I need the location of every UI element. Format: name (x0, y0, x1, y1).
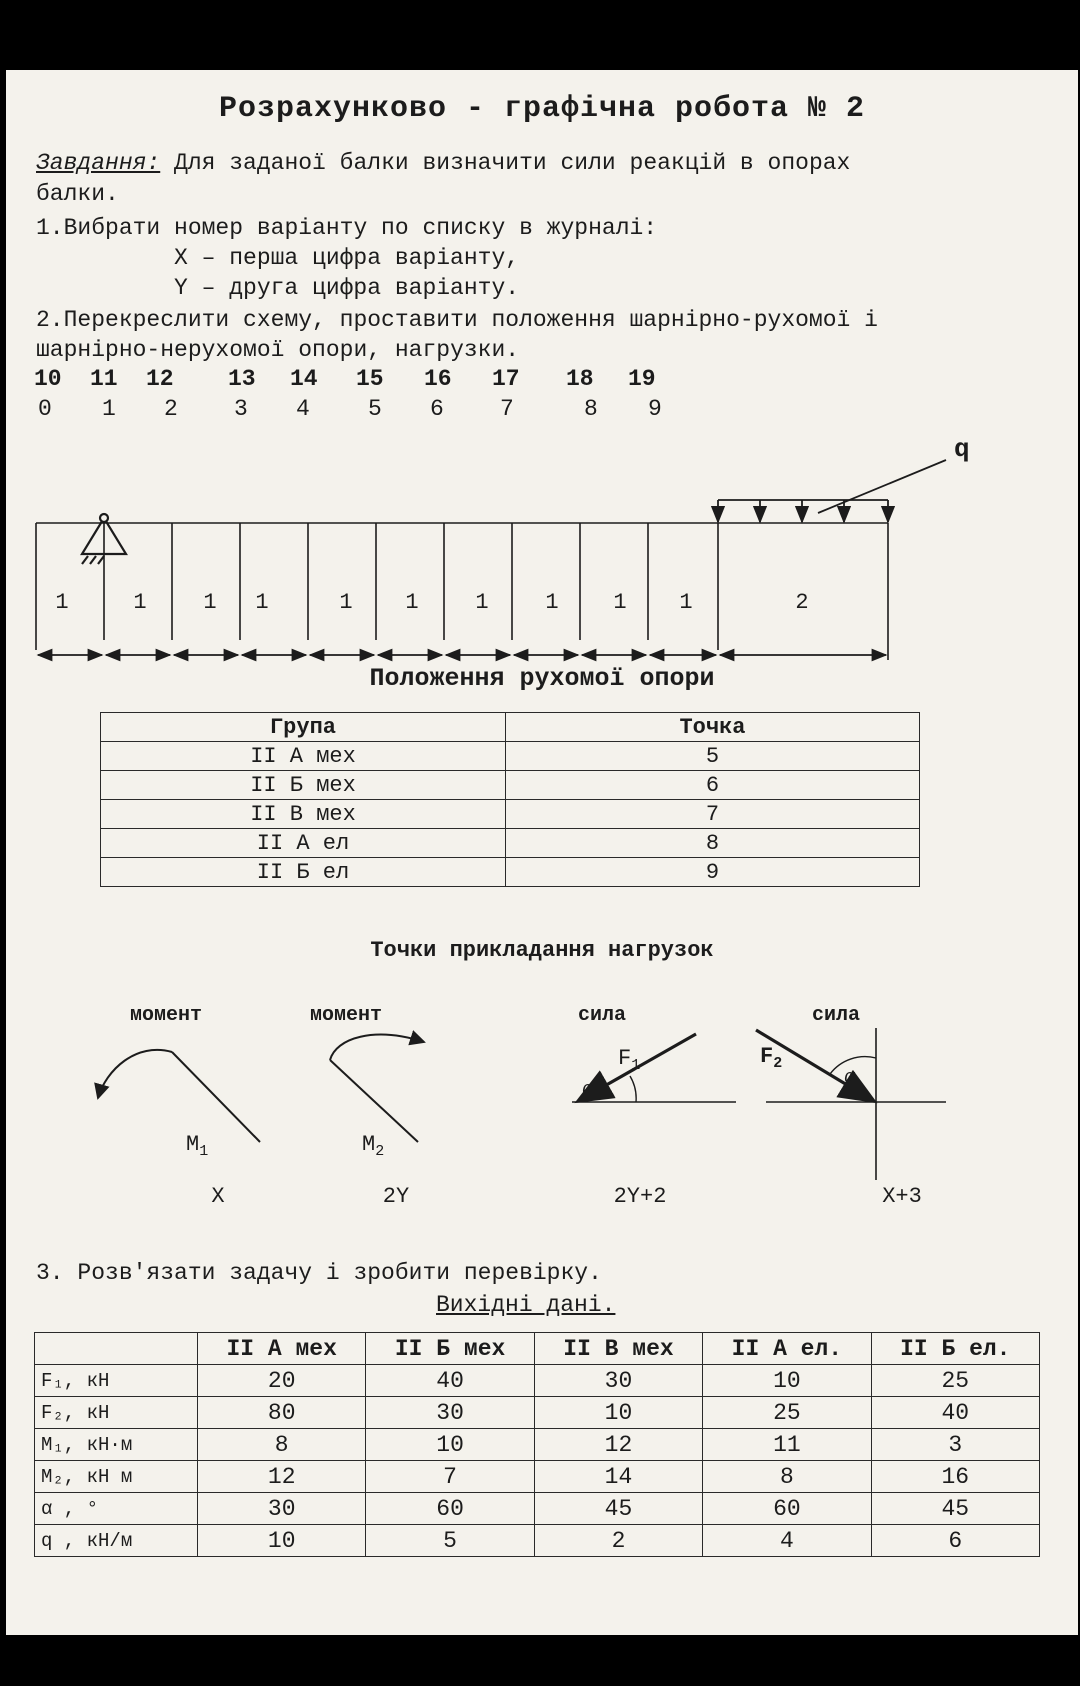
column-header: II А мех (198, 1333, 366, 1365)
segment-label: 1 (255, 590, 269, 615)
segment-label: 1 (133, 590, 147, 615)
segment-label: 1 (679, 590, 693, 615)
segment-label: 1 (475, 590, 489, 615)
table-row (101, 742, 920, 771)
force-symbol: $F_1$ (618, 1046, 641, 1074)
point-number: 10 (34, 366, 62, 392)
table-cell: 16 (871, 1461, 1039, 1493)
row-label: α , ° (35, 1493, 198, 1525)
point-number: 1 (102, 396, 116, 422)
table-cell: 60 (703, 1493, 871, 1525)
table-row (101, 771, 920, 800)
table-cell: 9 (506, 858, 920, 887)
table-cell: 25 (703, 1397, 871, 1429)
row-label: F₂, кН (35, 1397, 198, 1429)
force-f2-icon (756, 1028, 946, 1180)
angle-label: α (844, 1068, 855, 1088)
table-cell: 6 (506, 771, 920, 800)
page-title: Розрахунково - графічна робота № 2 (218, 92, 866, 126)
load-type-label: момент (129, 1004, 203, 1027)
table-cell: II А мех (101, 742, 506, 771)
table-row (35, 1461, 1040, 1493)
table-cell: 4 (703, 1525, 871, 1557)
table-cell: 14 (534, 1461, 702, 1493)
segment-label: 1 (203, 590, 217, 615)
step1-text: 1.Вибрати номер варіанту по списку в журналі: (36, 215, 658, 241)
table-cell: 7 (366, 1461, 534, 1493)
column-header (35, 1333, 198, 1365)
table-header-row (35, 1333, 1040, 1365)
table-cell: 6 (871, 1525, 1039, 1557)
table-row (35, 1429, 1040, 1461)
table-row (35, 1493, 1040, 1525)
point-number: 11 (90, 366, 118, 392)
force-symbol: $F_2$ (760, 1044, 783, 1072)
point-number: 15 (356, 366, 384, 392)
moment-m2-icon (330, 1035, 424, 1142)
table-cell: 45 (871, 1493, 1039, 1525)
table-row (101, 858, 920, 887)
load-type-label: сила (811, 1004, 861, 1027)
column-header: Точка (506, 713, 920, 742)
point-number: 16 (424, 366, 452, 392)
table-cell: 2 (534, 1525, 702, 1557)
table-cell: II В мех (101, 800, 506, 829)
table-cell: II А ел (101, 829, 506, 858)
segment-label: 2 (795, 590, 809, 615)
step2-line-1: 2.Перекреслити схему, проставити положення шарнірно-рухомої і (36, 307, 878, 333)
table-cell: 12 (534, 1429, 702, 1461)
step3-text: 3. Розв'язати задачу і зробити перевірку. (36, 1260, 602, 1286)
task-label: Завдання: (36, 150, 161, 176)
moment-m1-icon (98, 1050, 260, 1142)
task-text: Для заданої балки визначити сили реакцій в опорах (160, 150, 851, 176)
application-point-label: X (211, 1184, 225, 1209)
point-number: 13 (228, 366, 256, 392)
table-row (101, 829, 920, 858)
table-row (35, 1365, 1040, 1397)
moment-symbol: $M_1$ (186, 1132, 209, 1160)
point-number: 17 (492, 366, 520, 392)
point-numbers-top (6, 366, 1078, 396)
force-f1-icon (572, 1034, 736, 1102)
table-row (101, 800, 920, 829)
segment-label: 1 (405, 590, 419, 615)
load-label: q (954, 434, 970, 464)
row-label: F₁, кН (35, 1365, 198, 1397)
table-cell: 8 (703, 1461, 871, 1493)
step2-line-2: шарнірно-нерухомої опори, нагрузки. (36, 337, 520, 363)
table-cell: II Б ел (101, 858, 506, 887)
table-cell: II Б мех (101, 771, 506, 800)
application-point-label: 2Y (382, 1184, 410, 1209)
distributed-load-icon (718, 460, 946, 522)
table-cell: 8 (198, 1429, 366, 1461)
segment-label: 1 (613, 590, 627, 615)
column-header: II Б мех (366, 1333, 534, 1365)
step1-x-line: X – перша цифра варіанту, (174, 245, 520, 271)
table-cell: 40 (871, 1397, 1039, 1429)
table-cell: 20 (198, 1365, 366, 1397)
table-cell: 5 (366, 1525, 534, 1557)
point-number: 12 (146, 366, 174, 392)
point-number: 7 (500, 396, 514, 422)
application-point-label: X+3 (882, 1184, 922, 1209)
table-cell: 10 (366, 1429, 534, 1461)
table-cell: 10 (534, 1397, 702, 1429)
point-number: 4 (296, 396, 310, 422)
table-cell: 30 (366, 1397, 534, 1429)
table-cell: 12 (198, 1461, 366, 1493)
point-number: 5 (368, 396, 382, 422)
table-cell: 8 (506, 829, 920, 858)
row-label: M₁, кН·м (35, 1429, 198, 1461)
point-number: 2 (164, 396, 178, 422)
document-sheet (6, 70, 1078, 1635)
table-cell: 45 (534, 1493, 702, 1525)
support-heading: Положення рухомої опори (369, 664, 715, 693)
column-header: II А ел. (703, 1333, 871, 1365)
table-cell: 5 (506, 742, 920, 771)
table-cell: 40 (366, 1365, 534, 1397)
segment-label: 1 (545, 590, 559, 615)
table-row (35, 1525, 1040, 1557)
load-type-label: сила (577, 1004, 627, 1027)
table-cell: 60 (366, 1493, 534, 1525)
table-cell: 10 (198, 1525, 366, 1557)
table-cell: 30 (198, 1493, 366, 1525)
point-number: 18 (566, 366, 594, 392)
table-cell: 3 (871, 1429, 1039, 1461)
row-label: M₂, кН м (35, 1461, 198, 1493)
segment-label: 1 (55, 590, 69, 615)
table-cell: 10 (703, 1365, 871, 1397)
step1-y-line: Y – друга цифра варіанту. (174, 275, 520, 301)
point-number: 19 (628, 366, 656, 392)
application-point-label: 2Y+2 (613, 1184, 667, 1209)
loads-heading: Точки прикладання нагрузок (370, 938, 714, 963)
point-number: 8 (584, 396, 598, 422)
loads-diagram (6, 990, 1078, 1210)
task-line-2: балки. (36, 181, 119, 207)
point-number: 9 (648, 396, 662, 422)
point-number: 3 (234, 396, 248, 422)
column-header: Група (101, 713, 506, 742)
column-header: II Б ел. (871, 1333, 1039, 1365)
moment-symbol: $M_2$ (362, 1132, 385, 1160)
task-line-1 (36, 150, 850, 176)
table-cell: 30 (534, 1365, 702, 1397)
table-cell: 7 (506, 800, 920, 829)
table-cell: 11 (703, 1429, 871, 1461)
table-header-row (101, 713, 920, 742)
beam-body (36, 523, 888, 660)
support-table (100, 712, 920, 887)
column-header: II В мех (534, 1333, 702, 1365)
load-type-label: момент (309, 1004, 383, 1027)
table-cell: 80 (198, 1397, 366, 1429)
data-heading: Вихідні дані. (436, 1292, 616, 1318)
row-label: q , кН/м (35, 1525, 198, 1557)
point-number: 14 (290, 366, 318, 392)
point-number: 0 (38, 396, 52, 422)
point-number: 6 (430, 396, 444, 422)
table-cell: 25 (871, 1365, 1039, 1397)
angle-label: α (582, 1080, 593, 1100)
table-row (35, 1397, 1040, 1429)
input-data-table (34, 1332, 1040, 1557)
segment-label: 1 (339, 590, 353, 615)
